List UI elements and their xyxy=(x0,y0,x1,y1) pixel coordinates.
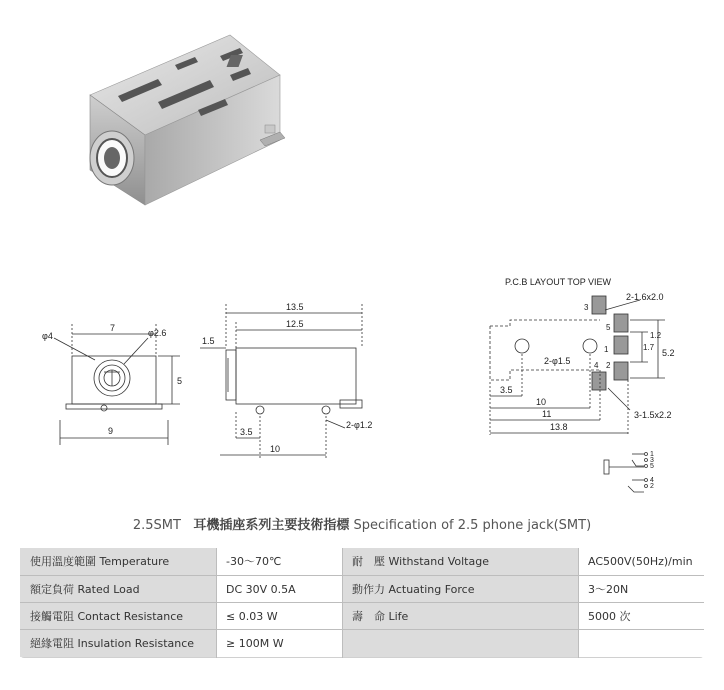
spec-caption xyxy=(0,514,724,533)
dim-pcb-pad: 2-1.6x2.0 xyxy=(626,292,664,302)
spec-label: 耐 壓 Withstand Voltage xyxy=(342,548,578,575)
dim-side-pins: 2-φ1.2 xyxy=(346,420,373,430)
dim-side-nose: 1.5 xyxy=(202,336,215,346)
dim-front-d-right: φ2.6 xyxy=(148,328,167,338)
dim-front-d-left: φ4 xyxy=(42,331,53,341)
schematic-pin: 5 xyxy=(650,463,654,470)
pcb-pin-label: 2 xyxy=(606,361,611,370)
dim-side-post: 3.5 xyxy=(240,427,253,437)
pcb-pin-label: 1 xyxy=(604,345,609,354)
dim-pcb-d4: 13.8 xyxy=(550,422,568,432)
spec-label: 使用溫度範圍 Temperature xyxy=(20,548,216,575)
spec-value: 3～20N xyxy=(578,576,704,603)
spec-value: AC500V(50Hz)/min xyxy=(578,548,704,575)
schematic-pin: 4 xyxy=(650,477,654,484)
dim-front-width: 9 xyxy=(108,426,114,436)
caption-model: 2.5SMT xyxy=(132,518,181,533)
spec-label: 接觸電阻 Contact Resistance xyxy=(20,603,216,630)
spec-value: ≤ 0.03 W xyxy=(216,603,342,630)
product-image xyxy=(80,30,310,215)
spec-label: 壽 命 Life xyxy=(342,603,578,630)
dim-front-top: 7 xyxy=(110,323,116,333)
dim-pcb-hole: 2-φ1.5 xyxy=(544,356,571,366)
schematic-pin: 3 xyxy=(650,457,654,464)
schematic-pin: 2 xyxy=(650,483,654,490)
spec-value: -30～70℃ xyxy=(216,548,342,575)
spec-value: 5000 次 xyxy=(578,603,704,630)
dim-pcb-d2: 10 xyxy=(536,397,547,407)
dim-pcb-slot: 3-1.5x2.2 xyxy=(634,410,672,420)
dim-side-overall: 13.5 xyxy=(286,302,304,312)
spec-label xyxy=(342,630,578,657)
pcb-layout-drawing xyxy=(480,270,700,470)
spec-label: 動作力 Actuating Force xyxy=(342,576,578,603)
dim-side-body: 12.5 xyxy=(286,319,304,329)
caption-zh: 耳機插座系列主要技術指標 xyxy=(193,518,350,533)
pcb-pin-label: 4 xyxy=(594,361,599,370)
spec-value: ≥ 100M W xyxy=(216,630,342,657)
schematic-pin: 1 xyxy=(650,451,654,458)
pcb-title: P.C.B LAYOUT TOP VIEW xyxy=(505,277,612,287)
dim-side-spacing: 10 xyxy=(270,444,281,454)
dim-pcb-w1: 1.7 xyxy=(643,343,655,352)
spec-label: 絕緣電阻 Insulation Resistance xyxy=(20,630,216,657)
spec-value xyxy=(578,630,704,657)
dim-pcb-d3: 11 xyxy=(542,409,552,419)
dim-pcb-d1: 3.5 xyxy=(500,385,513,395)
spec-table xyxy=(20,548,704,658)
spec-label: 額定負荷 Rated Load xyxy=(20,576,216,603)
pcb-pin-label: 5 xyxy=(606,323,611,332)
side-view-drawing xyxy=(200,300,373,460)
dim-pcb-w3: 5.2 xyxy=(662,348,675,358)
schematic-drawing xyxy=(598,446,668,496)
dim-pcb-w2: 1.2 xyxy=(650,331,662,340)
dim-front-height: 5 xyxy=(177,376,183,386)
pcb-pin-label: 3 xyxy=(584,303,589,312)
caption-en: Specification of 2.5 phone jack(SMT) xyxy=(353,518,592,533)
front-view-drawing xyxy=(40,320,190,450)
spec-value: DC 30V 0.5A xyxy=(216,576,342,603)
